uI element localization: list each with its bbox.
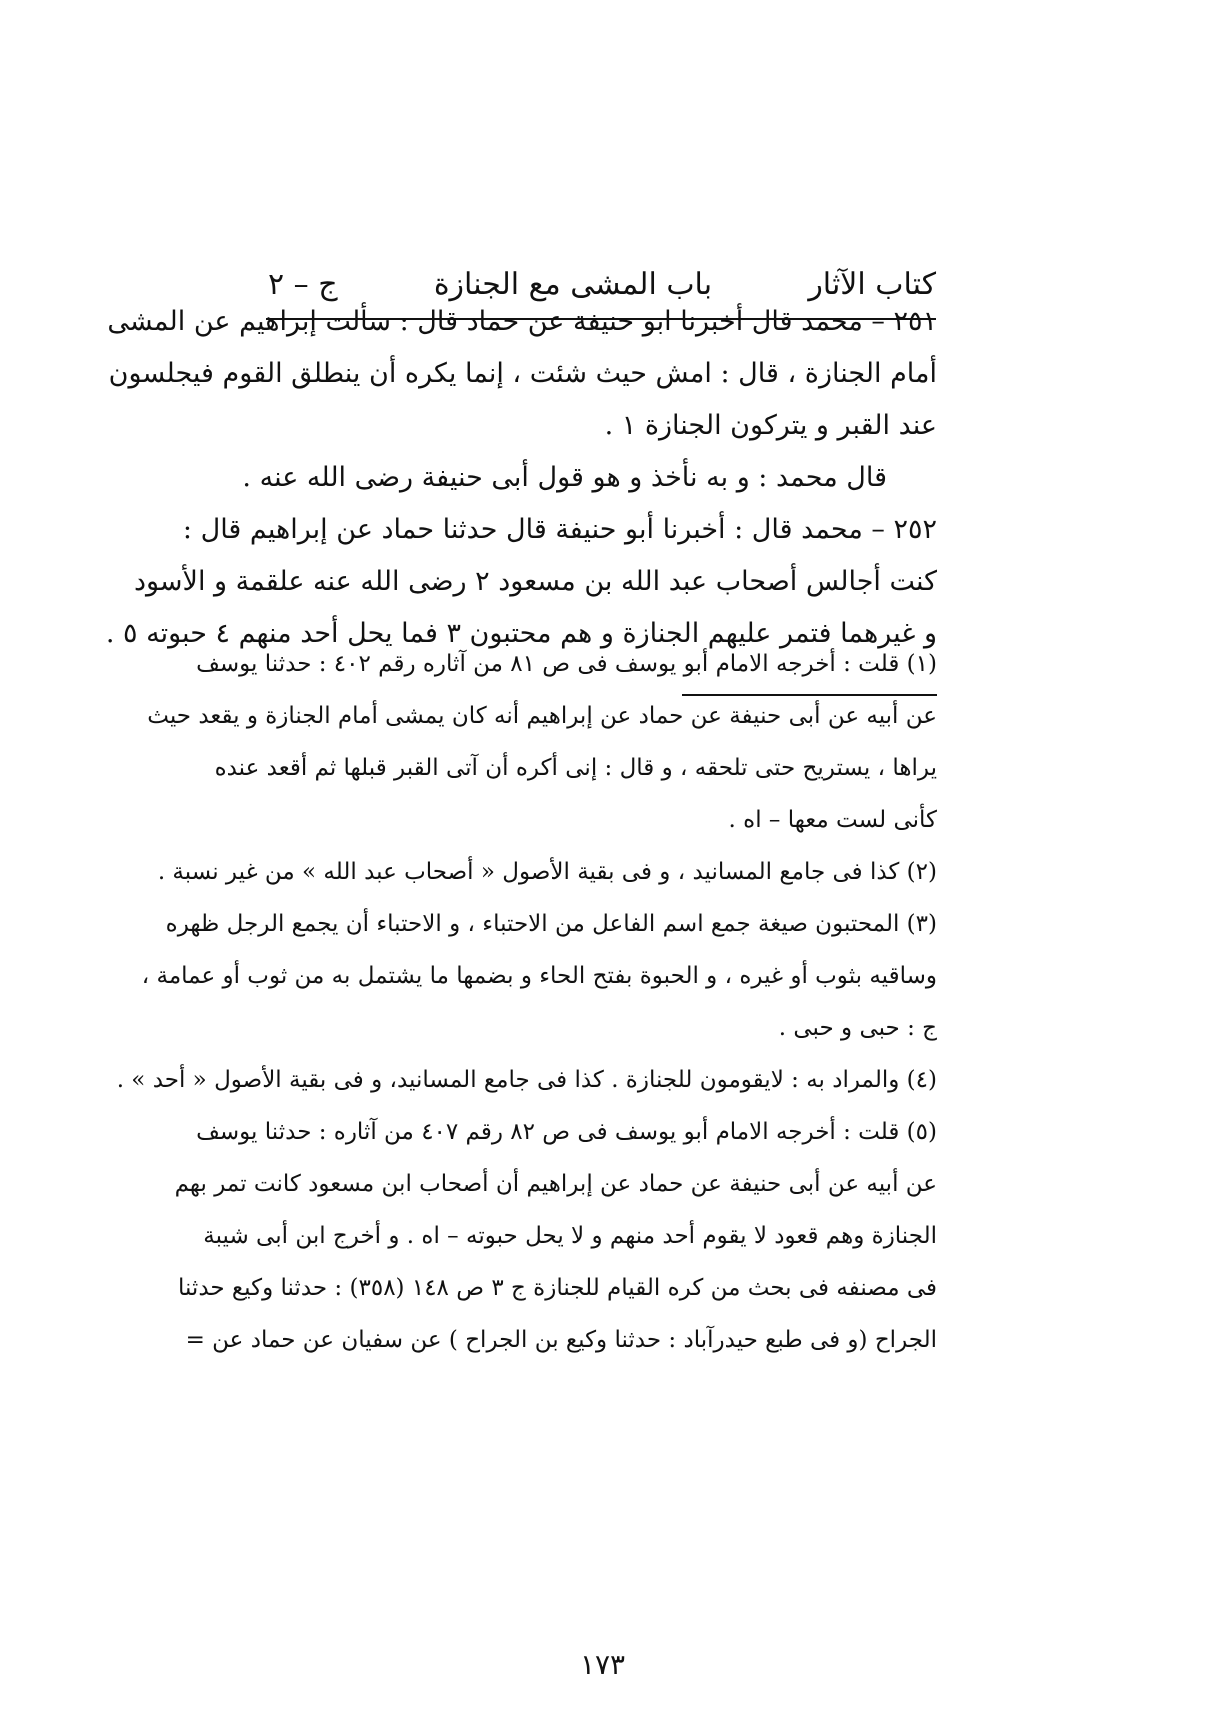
- main-text-line: ٢٥١ – محمد قال أخبرنا ابو حنيفة عن حماد قال : سألت إبراهيم عن المشى: [107, 306, 937, 337]
- footnote-line: الجنازة وهم قعود لا يقوم أحد منهم و لا يحل حبوته – اه . و أخرج ابن أبى شيبة: [203, 1223, 937, 1249]
- footnote-line: فى مصنفه فى بحث من كره القيام للجنازة ج ٣ ص ١٤٨ (٣٥٨) : حدثنا وكيع حدثنا: [177, 1275, 937, 1301]
- footnote-line: كأنى لست معها – اه .: [728, 807, 937, 833]
- footnote-line: يراها ، يستريح حتى تلحقه ، و قال : إنى أكره أن آتى القبر قبلها ثم أقعد عنده: [214, 755, 937, 781]
- footnote-line: (١) قلت : أخرجه الامام أبو يوسف فى ص ٨١ من آثاره رقم ٤٠٢ : حدثنا يوسف: [196, 651, 937, 677]
- footnote-line: وساقيه بثوب أو غيره ، و الحبوة بفتح الحاء و بضمها ما يشتمل به من ثوب أو عمامة ،: [141, 963, 937, 989]
- footnote-line: (٢) كذا فى جامع المسانيد ، و فى بقية الأصول « أصحاب عبد الله » من غير نسبة .: [157, 859, 937, 885]
- chapter-title: باب المشى مع الجنازة: [433, 266, 713, 302]
- footnote-line: عن أبيه عن أبى حنيفة عن حماد عن إبراهيم أن أصحاب ابن مسعود كانت تمر بهم: [174, 1171, 937, 1197]
- main-text-line: ٢٥٢ – محمد قال : أخبرنا أبو حنيفة قال حدثنا حماد عن إبراهيم قال :: [182, 514, 937, 545]
- page-number: ١٧٣: [579, 1648, 626, 1681]
- footnote-line: الجراح (و فى طبع حيدرآباد : حدثنا وكيع بن الجراح ) عن سفيان عن حماد عن =: [185, 1327, 937, 1353]
- footnote-line: ج : حبى و حبى .: [778, 1015, 937, 1041]
- footnote-line: (٤) والمراد به : لايقومون للجنازة . كذا فى جامع المسانيد، و فى بقية الأصول « أحد » .: [116, 1067, 937, 1093]
- main-text-line: كنت أجالس أصحاب عبد الله بن مسعود ٢ رضى الله عنه علقمة و الأسود: [133, 566, 937, 597]
- footnote-line: (٥) قلت : أخرجه الامام أبو يوسف فى ص ٨٢ رقم ٤٠٧ من آثاره : حدثنا يوسف: [196, 1119, 937, 1145]
- main-text-line: أمام الجنازة ، قال : امش حيث شئت ، إنما يكره أن ينطلق القوم فيجلسون: [108, 358, 937, 389]
- book-title: كتاب الآثار: [808, 266, 936, 302]
- footnote-line: (٣) المحتبون صيغة جمع اسم الفاعل من الاحتباء ، و الاحتباء أن يجمع الرجل ظهره: [165, 911, 937, 937]
- volume-label: ج – ٢: [268, 266, 338, 302]
- footnote-line: عن أبيه عن أبى حنيفة عن حماد عن إبراهيم أنه كان يمشى أمام الجنازة و يقعد حيث: [147, 703, 937, 729]
- main-text-line: قال محمد : و به نأخذ و هو قول أبى حنيفة رضى الله عنه .: [242, 462, 887, 493]
- main-text-line: عند القبر و يتركون الجنازة ١ .: [604, 410, 937, 441]
- main-text-line: و غيرهما فتمر عليهم الجنازة و هم محتبون ٣ فما يحل أحد منهم ٤ حبوته ٥ .: [105, 618, 937, 649]
